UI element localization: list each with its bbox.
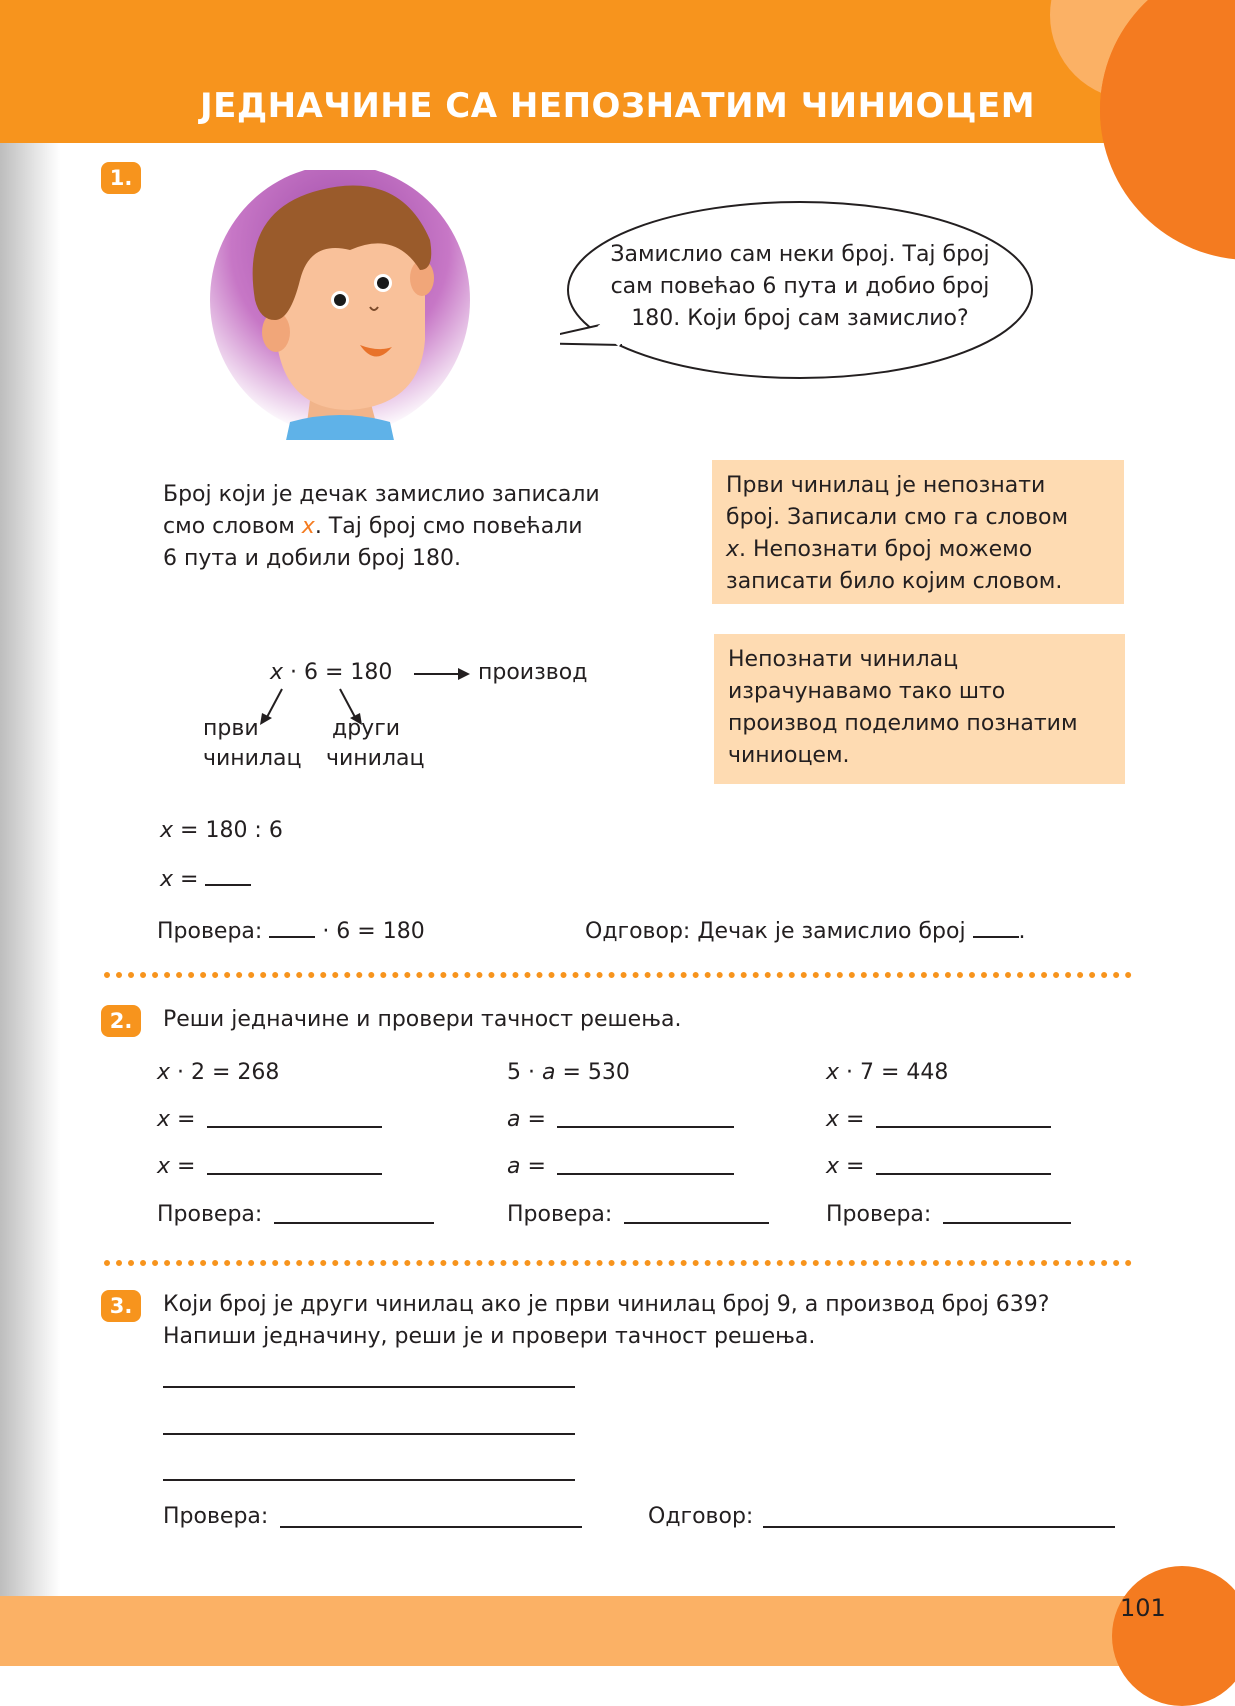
intro-line-1: Број који је дечак замислио записали <box>163 482 600 507</box>
speech-line-3: 180. Који број сам замислио? <box>631 306 969 331</box>
eq-3-blank-1[interactable] <box>876 1126 1051 1128</box>
eq-3-check-label: Провера: <box>826 1202 932 1227</box>
task-3-answer-blank[interactable] <box>763 1526 1115 1528</box>
task-3-instruction: Напиши једначину, реши је и провери тачност решења. <box>163 1324 816 1349</box>
eq-1-step-2: x = <box>157 1154 196 1179</box>
book-spine-shadow <box>0 0 60 1666</box>
task-2-number: 2. <box>101 1005 141 1037</box>
boy-illustration <box>200 170 500 440</box>
eq-1-step-1: x = <box>157 1107 196 1132</box>
eq-2-step-1: a = <box>507 1107 546 1132</box>
page-title: ЈЕДНАЧИНЕ СА НЕПОЗНАТИМ ЧИНИОЦЕМ <box>199 86 1036 126</box>
eq-2-step-2: a = <box>507 1154 546 1179</box>
task-2-instruction: Реши једначине и провери тачност решења. <box>163 1007 682 1032</box>
diagram-equation: x · 6 = 180 <box>270 660 393 685</box>
task-3-work-line[interactable] <box>163 1479 575 1481</box>
step-result: x = <box>160 862 251 896</box>
eq-2: 5 · a = 530 <box>507 1060 630 1085</box>
answer-number-blank[interactable] <box>973 914 1019 938</box>
answer-blank[interactable] <box>205 862 251 886</box>
speech-line-1: Замислио сам неки број. Тај број <box>610 242 990 267</box>
eq-2-blank-2[interactable] <box>557 1173 734 1175</box>
task-3-number: 3. <box>101 1290 141 1322</box>
check-blank[interactable] <box>269 914 315 938</box>
task1-check: Провера: · 6 = 180 <box>157 914 425 948</box>
page-number-circle <box>1112 1566 1235 1706</box>
eq-3-blank-2[interactable] <box>876 1173 1051 1175</box>
section-divider <box>104 1260 1132 1266</box>
eq-1-blank-2[interactable] <box>207 1173 382 1175</box>
eq-1-blank-1[interactable] <box>207 1126 382 1128</box>
speech-line-2: сам повећао 6 пута и добио број <box>610 274 990 299</box>
diagram-product-label: производ <box>478 660 588 685</box>
task-3-check-blank[interactable] <box>280 1526 582 1528</box>
step-division: x = 180 : 6 <box>160 818 283 843</box>
eq-2-blank-1[interactable] <box>557 1126 734 1128</box>
eq-1-check-label: Провера: <box>157 1202 263 1227</box>
eq-2-check-label: Провера: <box>507 1202 613 1227</box>
eq-1: x · 2 = 268 <box>157 1060 280 1085</box>
eq-3-check-blank[interactable] <box>943 1222 1071 1224</box>
page-footer <box>0 1596 1235 1666</box>
info-box-rule: Непознати чинилац израчунавамо тако што производ поделимо познатим чиниоцем. <box>714 634 1125 784</box>
section-divider <box>104 972 1132 978</box>
eq-3: x · 7 = 448 <box>826 1060 949 1085</box>
second-factor-label-1: други <box>332 716 401 741</box>
first-factor-label-2: чинилац <box>203 746 302 771</box>
task-3-question: Који број је други чинилац ако је први чинилац број 9, а производ број 639? <box>163 1292 1050 1317</box>
task-3-work-line[interactable] <box>163 1433 575 1435</box>
eq-3-step-1: x = <box>826 1107 865 1132</box>
task-3-work-line[interactable] <box>163 1386 575 1388</box>
task-3-check-label: Провера: <box>163 1504 269 1529</box>
eq-2-check-blank[interactable] <box>624 1222 769 1224</box>
info-box-unknown-factor: Први чинилац је непознати број. Записали смо га словом x. Непознати број можемо записати било којим словом. <box>712 460 1124 604</box>
first-factor-label-1: први <box>203 716 259 741</box>
task-3-answer-label: Одговор: <box>648 1504 754 1529</box>
eq-3-step-2: x = <box>826 1154 865 1179</box>
intro-line-2: смо словом x. Тај број смо повећали <box>163 514 583 539</box>
arrow-to-product <box>410 662 472 686</box>
task-1-number: 1. <box>101 162 141 194</box>
intro-line-3: 6 пута и добили број 180. <box>163 546 461 571</box>
second-factor-label-2: чинилац <box>326 746 425 771</box>
eq-1-check-blank[interactable] <box>274 1222 434 1224</box>
variable-x: x <box>301 514 315 539</box>
page-number: 101 <box>1120 1594 1166 1622</box>
corner-decor-circle <box>1100 0 1235 260</box>
task1-answer: Одговор: Дечак је замислио број . <box>585 914 1026 948</box>
